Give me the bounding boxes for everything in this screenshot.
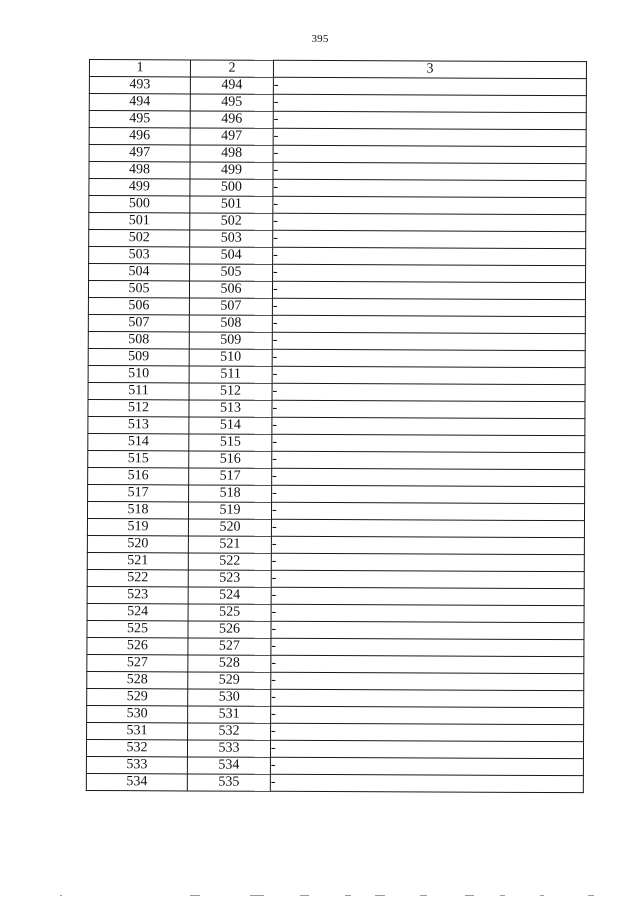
cell-col1: 504 [89, 264, 190, 281]
cell-col2: 520 [188, 519, 271, 536]
table-row [87, 518, 584, 537]
table-row [88, 331, 585, 350]
cell-col3: - [272, 383, 585, 401]
cell-col3: - [271, 587, 584, 605]
cell-col2: 505 [190, 264, 273, 281]
cell-col2: 502 [190, 213, 273, 230]
cell-col3: - [273, 230, 586, 248]
cell-col3: - [271, 553, 584, 571]
cell-col1: 532 [86, 739, 187, 756]
cell-col3: - [271, 638, 584, 656]
cell-col3: - [271, 604, 584, 622]
cell-col1: 506 [88, 297, 189, 314]
table-container [86, 59, 586, 793]
table-row [89, 247, 586, 266]
cell-col2: 523 [188, 570, 271, 587]
scan-artifacts [0, 893, 640, 899]
cell-col2: 518 [189, 485, 272, 502]
cell-col1: 520 [87, 535, 188, 552]
cell-col1: 500 [89, 196, 190, 213]
table-row [88, 450, 585, 469]
cell-col1: 519 [87, 518, 188, 535]
table-row [87, 705, 584, 724]
column-header-3: 3 [273, 60, 586, 78]
cell-col2: 521 [188, 536, 271, 553]
cell-col1: 526 [87, 637, 188, 654]
cell-col2: 513 [189, 400, 272, 417]
table-row [88, 416, 585, 435]
cell-col1: 522 [87, 569, 188, 586]
cell-col3: - [272, 485, 585, 503]
cell-col1: 494 [89, 94, 190, 111]
cell-col2: 506 [189, 281, 272, 298]
page-number: 395 [311, 33, 329, 45]
cell-col1: 515 [88, 450, 189, 467]
cell-col2: 531 [188, 706, 271, 723]
table-row [87, 569, 584, 588]
cell-col3: - [272, 366, 585, 384]
cell-col2: 499 [190, 162, 273, 179]
data-table [86, 59, 587, 793]
table-row [88, 467, 585, 486]
cell-col1: 514 [88, 433, 189, 450]
table-row [87, 654, 584, 673]
column-header-2: 2 [190, 60, 273, 77]
cell-col3: - [273, 196, 586, 214]
cell-col3: - [273, 94, 586, 112]
cell-col1: 517 [88, 484, 189, 501]
cell-col3: - [271, 689, 584, 707]
table-row [88, 484, 585, 503]
cell-col1: 498 [89, 162, 190, 179]
cell-col1: 521 [87, 552, 188, 569]
table-row [89, 179, 586, 198]
cell-col3: - [273, 213, 586, 231]
cell-col2: 528 [188, 655, 271, 672]
cell-col3: - [273, 264, 586, 282]
cell-col2: 494 [190, 77, 273, 94]
scan-speck [345, 895, 351, 896]
cell-col1: 531 [87, 722, 188, 739]
cell-col3: - [272, 298, 585, 316]
table-row [87, 671, 584, 690]
cell-col3: - [272, 281, 585, 299]
column-header-1: 1 [89, 60, 190, 77]
cell-col2: 508 [189, 315, 272, 332]
table-row [87, 620, 584, 639]
table-row [87, 637, 584, 656]
table-row [89, 230, 586, 249]
table-row [87, 722, 584, 741]
table-row [87, 535, 584, 554]
cell-col2: 532 [188, 723, 271, 740]
table-row [86, 739, 583, 758]
cell-col3: - [272, 434, 585, 452]
cell-col3: - [273, 145, 586, 163]
table-row [87, 501, 584, 520]
table-row [87, 552, 584, 571]
cell-col1: 513 [88, 416, 189, 433]
table-row [89, 196, 586, 215]
cell-col1: 493 [89, 77, 190, 94]
cell-col3: - [273, 247, 586, 265]
cell-col3: - [270, 774, 583, 792]
cell-col2: 510 [189, 349, 272, 366]
cell-col1: 511 [88, 382, 189, 399]
cell-col2: 535 [187, 774, 270, 791]
table-row [87, 688, 584, 707]
cell-col1: 499 [89, 179, 190, 196]
table-row [89, 94, 586, 113]
scan-speck [190, 895, 200, 896]
cell-col2: 511 [189, 366, 272, 383]
cell-col3: - [271, 536, 584, 554]
cell-col2: 526 [188, 621, 271, 638]
cell-col1: 502 [89, 230, 190, 247]
cell-col2: 509 [189, 332, 272, 349]
scan-speck [500, 895, 505, 896]
cell-col2: 525 [188, 604, 271, 621]
cell-col2: 527 [188, 638, 271, 655]
table-row [86, 756, 583, 775]
cell-col2: 504 [190, 247, 273, 264]
cell-col1: 503 [89, 247, 190, 264]
scan-speck [465, 895, 474, 896]
cell-col3: - [271, 723, 584, 741]
cell-col2: 529 [188, 672, 271, 689]
table-row [89, 77, 586, 96]
cell-col2: 519 [188, 502, 271, 519]
table-row [89, 111, 586, 130]
scan-speck [588, 895, 594, 896]
cell-col1: 516 [88, 467, 189, 484]
table-row [88, 382, 585, 401]
cell-col1: 496 [89, 128, 190, 145]
cell-col2: 497 [190, 128, 273, 145]
table-row [89, 213, 586, 232]
cell-col3: - [273, 179, 586, 197]
cell-col2: 498 [190, 145, 273, 162]
table-row [89, 264, 586, 283]
cell-col3: - [271, 706, 584, 724]
scan-speck [420, 895, 427, 896]
cell-col2: 503 [190, 230, 273, 247]
cell-col2: 515 [189, 434, 272, 451]
cell-col3: - [272, 400, 585, 418]
table-row [88, 433, 585, 452]
cell-col2: 524 [188, 587, 271, 604]
table-row [88, 297, 585, 316]
cell-col1: 528 [87, 671, 188, 688]
cell-col3: - [271, 655, 584, 673]
cell-col1: 507 [88, 314, 189, 331]
cell-col1: 509 [88, 348, 189, 365]
table-row [88, 399, 585, 418]
cell-col2: 517 [189, 468, 272, 485]
table-row [88, 348, 585, 367]
scan-speck [60, 895, 62, 896]
cell-col3: - [273, 77, 586, 95]
table-header-row [89, 60, 586, 79]
cell-col3: - [271, 621, 584, 639]
cell-col2: 514 [189, 417, 272, 434]
scan-speck [375, 895, 385, 896]
cell-col1: 497 [89, 145, 190, 162]
cell-col3: - [272, 349, 585, 367]
scan-speck [250, 895, 264, 896]
cell-col1: 495 [89, 111, 190, 128]
cell-col1: 524 [87, 603, 188, 620]
cell-col3: - [272, 451, 585, 469]
table-body [86, 77, 586, 793]
cell-col2: 534 [187, 757, 270, 774]
scan-speck [300, 895, 309, 896]
cell-col2: 501 [190, 196, 273, 213]
cell-col1: 529 [87, 688, 188, 705]
cell-col1: 530 [87, 705, 188, 722]
table-row [89, 128, 586, 147]
table-row [88, 314, 585, 333]
cell-col1: 527 [87, 654, 188, 671]
cell-col2: 496 [190, 111, 273, 128]
cell-col2: 516 [189, 451, 272, 468]
scan-speck [540, 895, 544, 896]
cell-col1: 512 [88, 399, 189, 416]
cell-col2: 533 [187, 740, 270, 757]
cell-col1: 505 [88, 281, 189, 298]
cell-col3: - [271, 570, 584, 588]
cell-col1: 501 [89, 213, 190, 230]
cell-col1: 508 [88, 331, 189, 348]
cell-col3: - [271, 519, 584, 537]
cell-col3: - [270, 740, 583, 758]
cell-col3: - [272, 332, 585, 350]
cell-col2: 512 [189, 383, 272, 400]
cell-col1: 510 [88, 365, 189, 382]
cell-col3: - [271, 672, 584, 690]
table-row [88, 281, 585, 300]
cell-col1: 533 [86, 756, 187, 773]
cell-col3: - [272, 417, 585, 435]
cell-col2: 530 [188, 689, 271, 706]
cell-col2: 522 [188, 553, 271, 570]
table-row [88, 365, 585, 384]
cell-col3: - [273, 128, 586, 146]
cell-col2: 507 [189, 298, 272, 315]
cell-col3: - [271, 502, 584, 520]
cell-col3: - [273, 111, 586, 129]
cell-col1: 518 [87, 501, 188, 518]
cell-col1: 523 [87, 586, 188, 603]
cell-col3: - [273, 162, 586, 180]
table-row [87, 603, 584, 622]
table-row [87, 586, 584, 605]
cell-col2: 500 [190, 179, 273, 196]
cell-col3: - [272, 468, 585, 486]
cell-col3: - [272, 315, 585, 333]
cell-col2: 495 [190, 94, 273, 111]
cell-col1: 525 [87, 620, 188, 637]
table-row [89, 145, 586, 164]
cell-col1: 534 [86, 773, 187, 790]
table-row [86, 773, 583, 792]
cell-col3: - [270, 757, 583, 775]
table-row [89, 162, 586, 181]
